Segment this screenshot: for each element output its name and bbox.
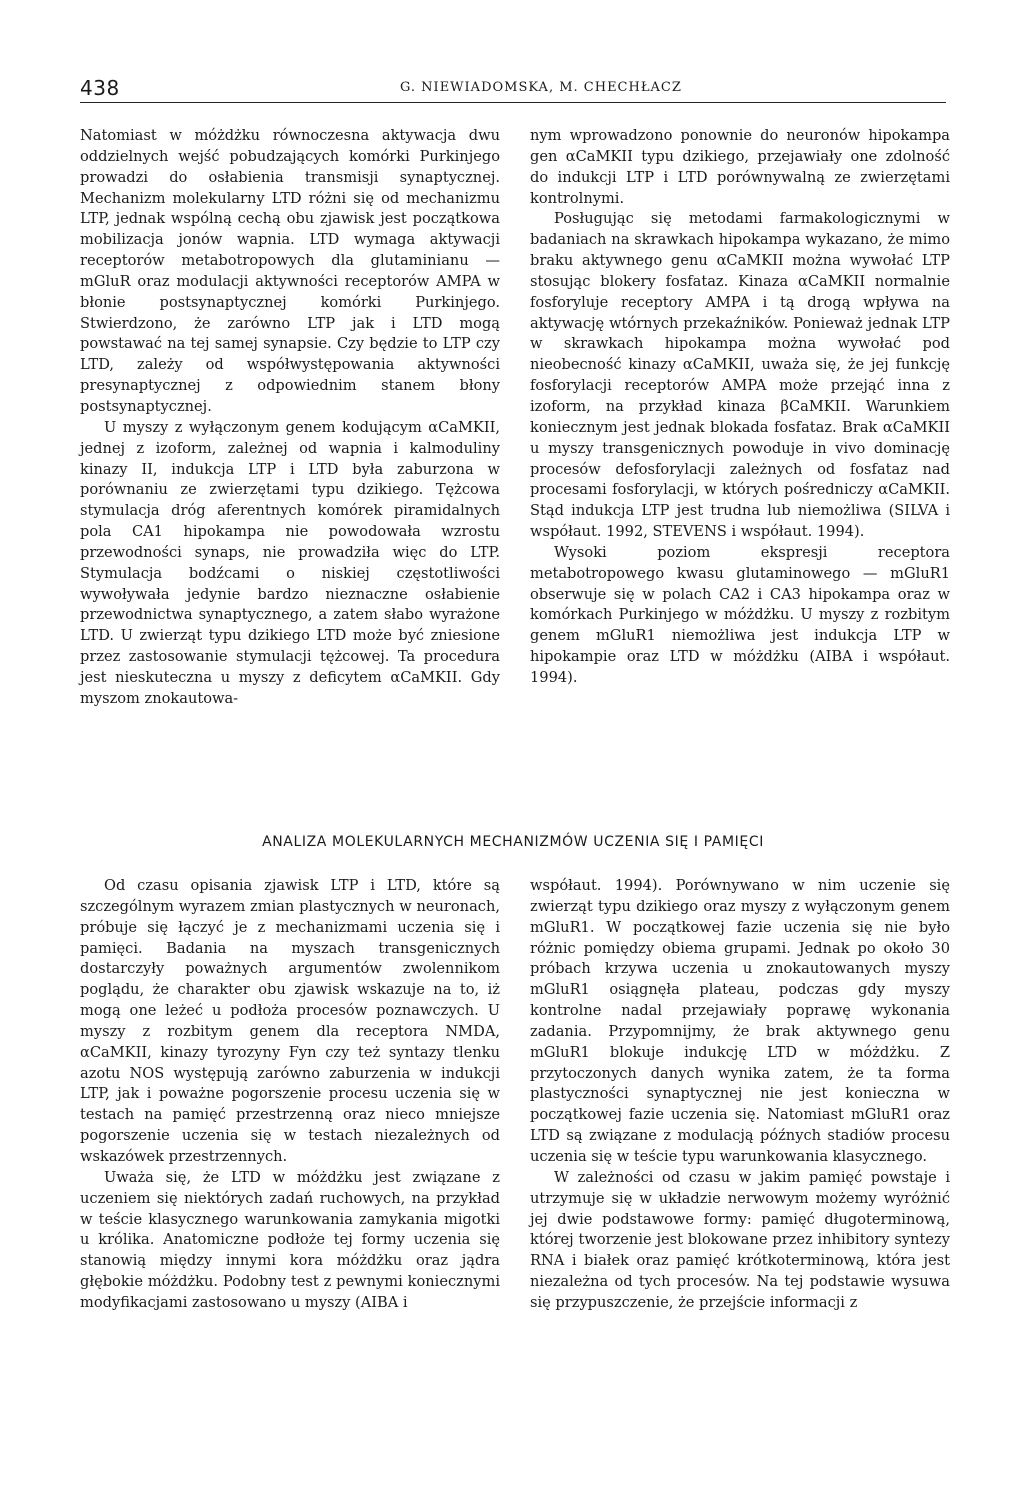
paragraph: współaut. 1994). Porównywano w nim uczenie się zwierząt typu dzikiego oraz myszy z wyłączonym genem mGluR1. W początkowej fazie uczenia się nie było różnic pomiędzy obiema grupami. Jednak po około 30 próbach krzywa uczenia u znokautowanych myszy mGluR1 osiągnęła plateau, podczas gdy myszy kontrolne nadal przejawiały poprawę wykonania zadania. Przypomnijmy, że brak aktywnego genu mGluR1 blokuje indukcję LTD w móżdżku. Z przytoczonych danych wynika zatem, że ta forma plastyczności synaptycznej nie jest konieczna w początkowej fazie uczenia się. Natomiast mGluR1 oraz LTD są związane z modulacją późnych stadiów procesu uczenia się w teście typu warunkowania klasycznego. — [530, 877, 950, 1165]
paragraph: nym wprowadzono ponownie do neuronów hipokampa gen αCaMKII typu dzikiego, przejawiały one zdolność do indukcji LTP i LTD porównywalną ze zwierzętami kontrolnymi. — [530, 127, 950, 207]
column-left-bottom — [80, 876, 500, 1314]
paragraph: Od czasu opisania zjawisk LTP i LTD, które są szczególnym wyrazem zmian plastycznych w neuronach, próbuje się łączyć je z mechanizmami uczenia się i pamięci. Badania na myszach transgenicznych dostarczyły poważnych argumentów zwolennikom poglądu, że charakter obu zjawisk wskazuje na to, iż mogą one leżeć u podłoża procesów poznawczych. U myszy z rozbitym genem dla receptora NMDA, αCaMKII, kinazy tyrozyny Fyn czy też syntazy tlenku azotu NOS występują zarówno zaburzenia w indukcji LTP, jak i poważne pogorszenie procesu uczenia się w testach na pamięć przestrzenną oraz nieco mniejsze pogorszenie uczenia się w testach niezależnych od wskazówek przestrzennych. — [80, 877, 500, 1165]
paragraph: W zależności od czasu w jakim pamięć powstaje i utrzymuje się w układzie nerwowym możemy wyróżnić jej dwie podstawowe formy: pamięć długoterminową, której tworzenie jest blokowane przez inhibitory syntezy RNA i białek oraz pamięć krótkoterminową, która jest niezależna od tych procesów. Na tej podstawie wysuwa się przypuszczenie, że przejście informacji z — [530, 1168, 950, 1311]
column-right-bottom — [530, 876, 950, 1314]
paragraph: Uważa się, że LTD w móżdżku jest związane z uczeniem się niektórych zadań ruchowych, na przykład w teście klasycznego warunkowania zamykania migotki u królika. Anatomiczne podłoże tej formy uczenia się stanowią między innymi kora móżdżku oraz jądra głębokie móżdżku. Podobny test z pewnymi koniecznymi modyfikacjami zastosowano u myszy (AIBA i — [80, 1168, 500, 1311]
column-left-top — [80, 126, 500, 710]
page-header — [80, 76, 946, 103]
running-head: G. NIEWIADOMSKA, M. CHECHŁACZ — [400, 80, 682, 95]
paragraph: Posługując się metodami farmakologicznymi w badaniach na skrawkach hipokampa wykazano, że mimo braku aktywnego genu αCaMKII można wywołać LTP stosując blokery fosfataz. Kinaza αCaMKII normalnie fosforyluje receptory AMPA i tą drogą wpływa na aktywację wtórnych przekaźników. Ponieważ jednak LTP w skrawkach hipokampa można wywołać pod nieobecność kinazy αCaMKII, uważa się, że jej funkcję fosforylacji receptorów AMPA może przejąć inna z izoform, na przykład kinaza βCaMKII. Warunkiem koniecznym jest jednak blokada fosfataz. Brak αCaMKII u myszy transgenicznych powoduje in vivo dominację procesów defosforylacji zależnych od fosfataz nad procesami fosforylacji, w których pośredniczy αCaMKII. Stąd indukcja LTP jest trudna lub niemożliwa (SILVA i współaut. 1992, STEVENS i współaut. 1994). — [530, 210, 950, 541]
column-right-top — [530, 126, 950, 689]
paragraph: Natomiast w móżdżku równoczesna aktywacja dwu oddzielnych wejść pobudzających komórki Purkinjego prowadzi do osłabienia transmisji synaptycznej. Mechanizm molekularny LTD różni się od mechanizmu LTP, jednak wspólną cechą obu zjawisk jest początkowa mobilizacja jonów wapnia. LTD wymaga aktywacji receptorów metabotropowych dla glutaminianu — mGluR oraz modulacji aktywności receptorów AMPA w błonie postsynaptycznej komórki Purkinjego. Stwierdzono, że zarówno LTP jak i LTD mogą powstawać na tej samej synapsie. Czy będzie to LTP czy LTD, zależy od współwystępowania aktywności presynaptycznej z odpowiednim stanem błony postsynaptycznej. — [80, 127, 500, 415]
paragraph: Wysoki poziom ekspresji receptora metabotropowego kwasu glutaminowego — mGluR1 obserwuje się w polach CA2 i CA3 hipokampa oraz w komórkach Purkinjego w móżdżku. U myszy z rozbitym genem mGluR1 niemożliwa jest indukcja LTP w hipokampie oraz LTD w móżdżku (AIBA i współaut. 1994). — [530, 543, 950, 686]
page-number: 438 — [80, 76, 120, 100]
section-heading: ANALIZA MOLEKULARNYCH MECHANIZMÓW UCZENIA SIĘ I PAMIĘCI — [262, 834, 764, 850]
paragraph: U myszy z wyłączonym genem kodującym αCaMKII, jednej z izoform, zależnej od wapnia i kalmoduliny kinazy II, indukcja LTP i LTD była zaburzona w porównaniu ze zwierzętami typu dzikiego. Tężcowa stymulacja dróg aferentnych komórek piramidalnych pola CA1 hipokampa nie powodowała wzrostu przewodności synaps, nie prowadziła więc do LTP. Stymulacja bodźcami o niskiej częstotliwości wywoływała jedynie bardzo nieznaczne osłabienie przewodnictwa synaptycznego, a zatem słabo wyrażone LTD. U zwierząt typu dzikiego LTD może być zniesione przez zastosowanie stymulacji tężcowej. Ta procedura jest nieskuteczna u myszy z deficytem αCaMKII. Gdy myszom znokautowa- — [80, 418, 500, 707]
